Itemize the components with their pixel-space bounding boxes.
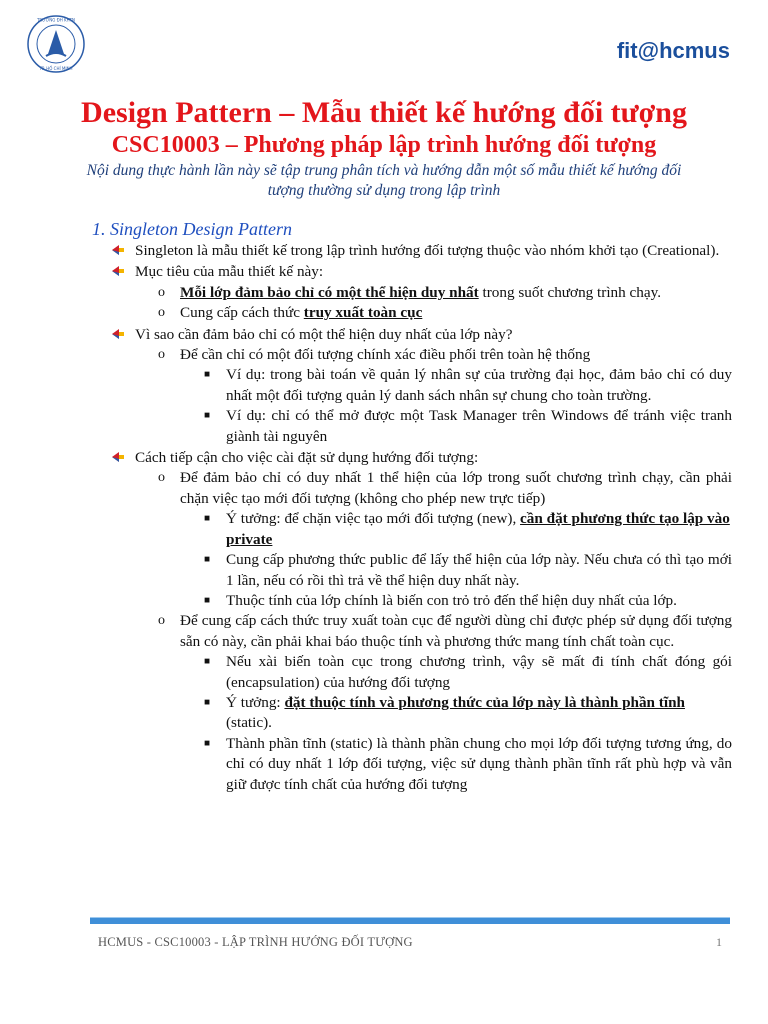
sub-bullet-text: trong suốt chương trình chạy. (478, 283, 662, 301)
footer-text: HCMUS - CSC10003 - LẬP TRÌNH HƯỚNG ĐỐI TƯỢNG (98, 935, 413, 949)
circle-bullet-icon: o (158, 470, 165, 486)
arrow-bullet-icon (111, 450, 125, 464)
sub-sub-bullet-item (204, 591, 732, 611)
square-bullet-icon: ■ (204, 656, 211, 668)
bullet-text: Cách tiếp cận cho việc cài đặt sử dụng hướng đối tượng: (135, 449, 479, 467)
square-bullet-icon: ■ (204, 737, 211, 749)
sub-sub-bullet-text: Nếu xài biến toàn cục trong chương trình, vậy sẽ mất đi tính chất đóng gói (encapsulation) của hướng đối tượng (226, 653, 732, 691)
emphasis-text: truy xuất toàn cục (303, 304, 423, 322)
document-title: Design Pattern – Mẫu thiết kế hướng đối tượng (81, 96, 687, 129)
university-logo (26, 14, 86, 74)
bullet-item (135, 262, 732, 282)
sub-sub-bullet-text: Ý tưởng: để chặn việc tạo mới đối tượng (new), (226, 510, 521, 528)
circle-bullet-icon: o (158, 284, 165, 300)
sub-sub-bullet-item (204, 365, 732, 406)
sub-sub-bullet-text: Thành phần tĩnh (static) là thành phần chung cho mọi lớp đối tượng tương ứng, do chỉ có duy nhất 1 lớp đối tượng, việc sử dụng thành phần tĩnh rất phù hợp và vẫn giữ được tính chất của hướng đối tượng (226, 734, 732, 793)
sub-bullet-item (158, 283, 732, 303)
circle-bullet-icon: o (158, 305, 165, 321)
sub-sub-bullet-item (204, 734, 732, 795)
sub-sub-bullet-text: Cung cấp phương thức public để lấy thể hiện của lớp này. Nếu chưa có thì tạo mới 1 lần, nếu có rồi thì trả về thể hiện duy nhất này. (226, 551, 732, 589)
sub-sub-bullet-text: Ví dụ: trong bài toán về quản lý nhân sự của trường đại học, đảm bảo chỉ có duy nhất một đối tượng quản lý danh sách nhân sự chung cho toàn trường. (226, 366, 732, 404)
square-bullet-icon: ■ (204, 513, 211, 525)
sub-bullet-item (158, 303, 732, 323)
bullet-text: Mục tiêu của mẫu thiết kế này: (135, 263, 324, 281)
footer-divider (90, 917, 730, 924)
sub-sub-bullet-item (204, 652, 732, 693)
sub-sub-bullet-item (204, 509, 732, 550)
sub-bullet-text: Cung cấp cách thức (180, 304, 304, 322)
svg-text:TRƯỜNG ĐH KHTN: TRƯỜNG ĐH KHTN (36, 17, 76, 23)
svg-text:TP. HỒ CHÍ MINH: TP. HỒ CHÍ MINH (39, 66, 73, 71)
bullet-item (135, 325, 732, 345)
sub-sub-bullet-item (204, 693, 732, 734)
emphasis-text: đặt thuộc tính và phương thức của lớp này là thành phần tĩnh (284, 693, 685, 711)
circle-bullet-icon: o (158, 347, 165, 363)
emphasis-text: cần đặt phương thức tạo lập vào private (226, 510, 730, 548)
square-bullet-icon: ■ (204, 410, 211, 422)
page-number: 1 (716, 935, 722, 949)
bullet-item (135, 241, 732, 261)
square-bullet-icon: ■ (204, 696, 211, 708)
sub-sub-bullet-item (204, 550, 732, 591)
bullet-item (135, 448, 732, 468)
sub-bullet-text: Để cung cấp cách thức truy xuất toàn cục để người dùng chỉ được phép sử dụng đối tượng sẵn có này, cần phải khai báo thuộc tính và phương thức mang tính chất toàn cục. (180, 612, 732, 650)
arrow-bullet-icon (111, 264, 125, 278)
brand-logo-text: fit@hcmus (616, 38, 730, 63)
square-bullet-icon: ■ (204, 369, 211, 381)
emphasis-text: Mỗi lớp đảm bảo chỉ có một thể hiện duy nhất (180, 283, 479, 301)
sub-bullet-item (158, 468, 732, 509)
section-heading: 1. Singleton Design Pattern (92, 219, 292, 239)
square-bullet-icon: ■ (204, 554, 211, 566)
sub-bullet-text: Để cần chỉ có một đối tượng chính xác điều phối trên toàn hệ thống (180, 346, 591, 364)
intro-paragraph: Nội dung thực hành lần này sẽ tập trung phân tích và hướng dẫn một số mẫu thiết kế hướng đối tượng thường sử dụng trong lập trình (86, 162, 682, 199)
sub-sub-bullet-text: Ví dụ: chỉ có thể mở được một Task Manager trên Windows để tránh việc tranh giành tài nguyên (226, 407, 732, 445)
bullet-text: Vì sao cần đảm bảo chỉ có một thể hiện duy nhất của lớp này? (135, 325, 513, 343)
sub-sub-bullet-item (204, 406, 732, 447)
arrow-bullet-icon (111, 327, 125, 341)
sub-bullet-item (158, 345, 732, 365)
sub-bullet-text: Để đảm bảo chỉ có duy nhất 1 thể hiện của lớp trong suốt chương trình chạy, cần phải chặn việc tạo mới đối tượng (không cho phép new trực tiếp) (180, 469, 732, 507)
sub-sub-bullet-text: (static). (226, 714, 272, 732)
section-content (0, 241, 768, 795)
circle-bullet-icon: o (158, 613, 165, 629)
document-subtitle: CSC10003 – Phương pháp lập trình hướng đối tượng (111, 132, 657, 158)
arrow-bullet-icon (111, 243, 125, 257)
square-bullet-icon: ■ (204, 594, 211, 606)
sub-sub-bullet-text: Ý tưởng: (226, 693, 285, 711)
sub-sub-bullet-text: Thuộc tính của lớp chính là biến con trỏ trỏ đến thể hiện duy nhất của lớp. (226, 591, 677, 609)
bullet-text: Singleton là mẫu thiết kế trong lập trình hướng đối tượng thuộc vào nhóm khởi tạo (Creational). (135, 242, 720, 259)
sub-bullet-item (158, 611, 732, 652)
